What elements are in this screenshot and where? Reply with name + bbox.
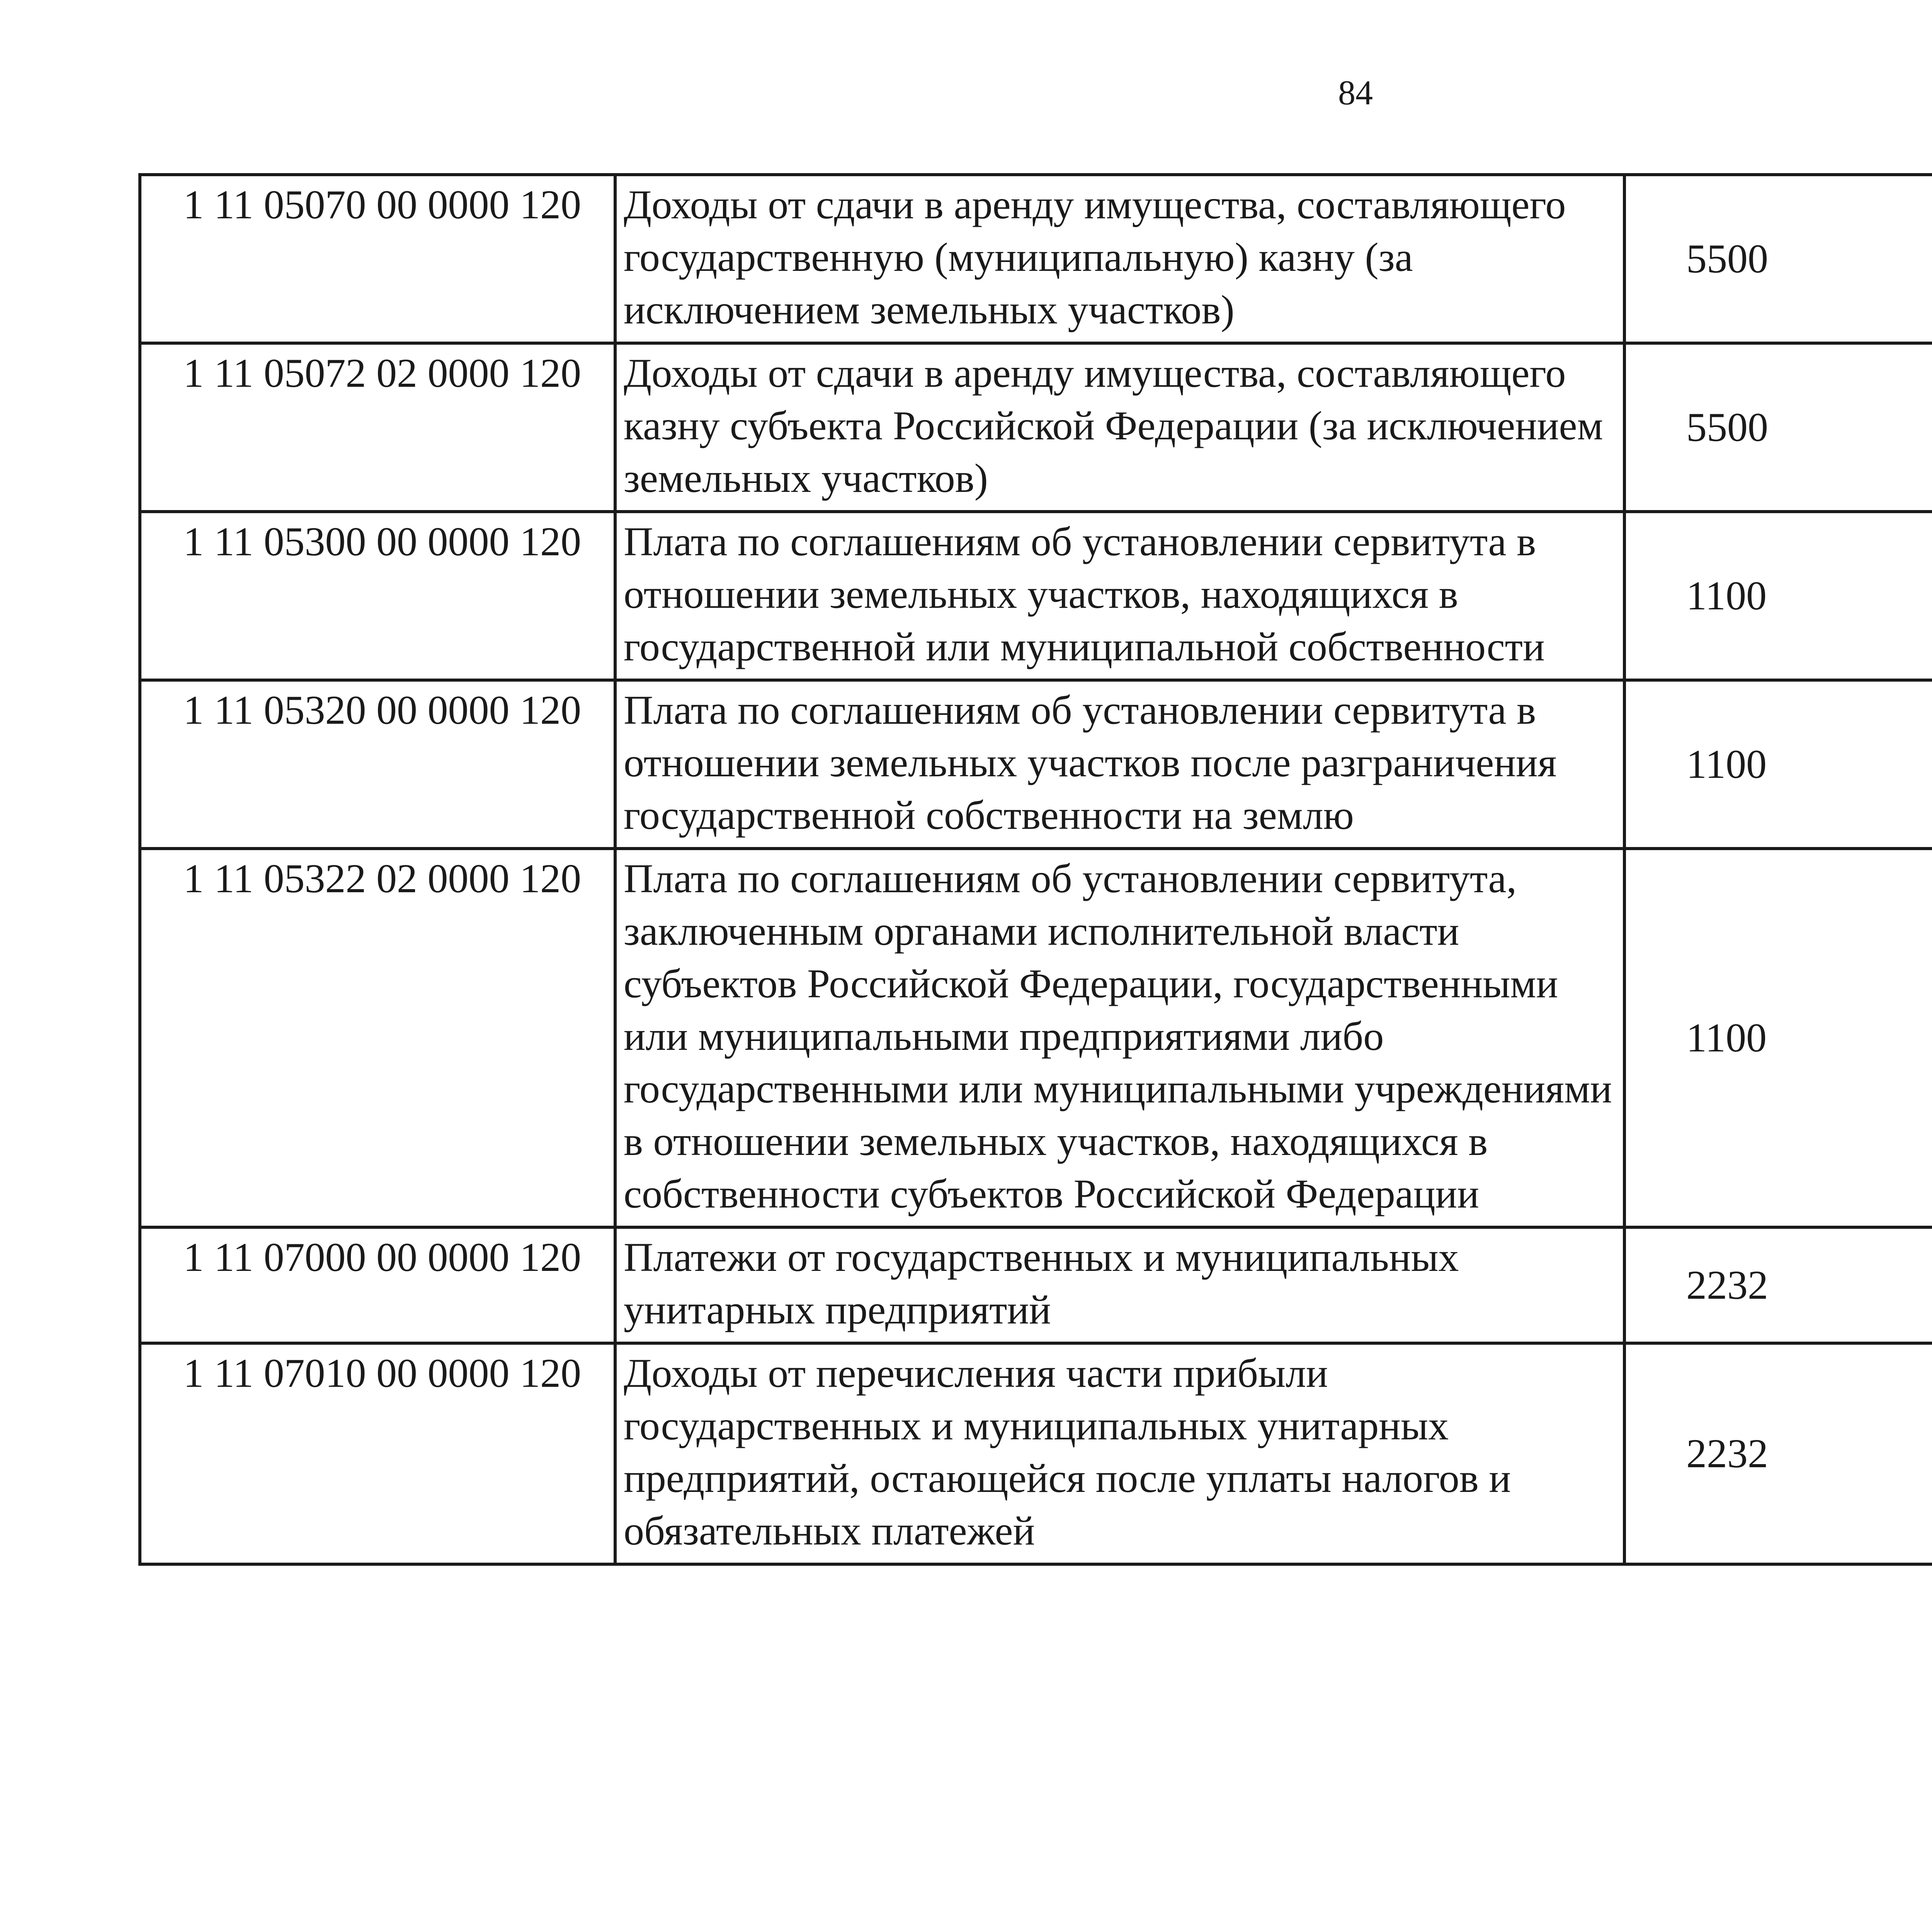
amount-year-1: 1100 [1624,680,1932,849]
revenue-name: Плата по соглашениям об установлении сервитута, заключенным органами исполнительной власти субъектов Российской Федерации, государственными или муниципальными предприятиями либо государственными или муниципальными учреждениями в отношении земельных участков, находящихся в собственности субъектов Российской Федерации [615,849,1624,1227]
budget-revenue-table [138,173,1932,1566]
revenue-name: Плата по соглашениям об установлении сервитута в отношении земельных участков после разграничения государственной собственности на землю [615,680,1624,849]
budget-classification-code: 1 11 07000 00 0000 120 [140,1227,615,1343]
table-row [140,343,1932,512]
revenue-name: Плата по соглашениям об установлении сервитута в отношении земельных участков, находящихся в государственной или муниципальной собственности [615,512,1624,680]
amount-year-1: 5500 [1624,343,1932,512]
revenue-name: Доходы от сдачи в аренду имущества, составляющего государственную (муниципальную) казну (за исключением земельных участков) [615,175,1624,343]
budget-classification-code: 1 11 05320 00 0000 120 [140,680,615,849]
table-row [140,1227,1932,1343]
amount-year-1: 2232 [1624,1227,1932,1343]
budget-classification-code: 1 11 05070 00 0000 120 [140,175,615,343]
amount-year-1: 1100 [1624,512,1932,680]
amount-year-1: 5500 [1624,175,1932,343]
revenue-name: Доходы от сдачи в аренду имущества, составляющего казну субъекта Российской Федерации (за исключением земельных участков) [615,343,1624,512]
budget-classification-code: 1 11 05300 00 0000 120 [140,512,615,680]
revenue-name: Доходы от перечисления части прибыли государственных и муниципальных унитарных предприятий, остающейся после уплаты налогов и обязательных платежей [615,1343,1624,1564]
table-row [140,680,1932,849]
page-number: 84 [1338,74,1373,112]
budget-classification-code: 1 11 05322 02 0000 120 [140,849,615,1227]
budget-classification-code: 1 11 07010 00 0000 120 [140,1343,615,1564]
budget-classification-code: 1 11 05072 02 0000 120 [140,343,615,512]
amount-year-1: 2232 [1624,1343,1932,1564]
amount-year-1: 1100 [1624,849,1932,1227]
revenue-name: Платежи от государственных и муниципальных унитарных предприятий [615,1227,1624,1343]
table-row [140,1343,1932,1564]
table-row [140,512,1932,680]
table-row [140,175,1932,343]
table-row [140,849,1932,1227]
